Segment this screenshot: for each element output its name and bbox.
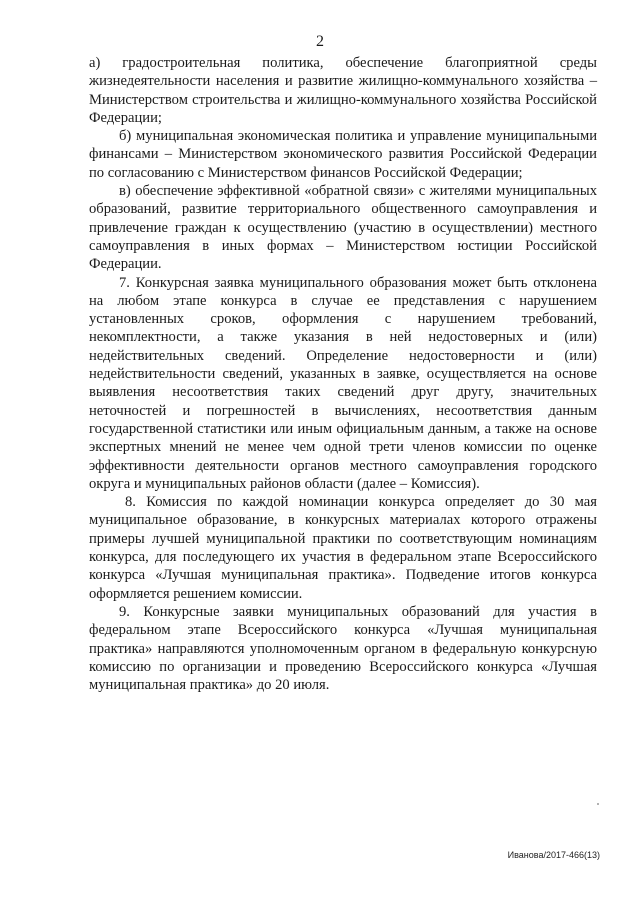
- paragraph-clause-9: 9. Конкурсные заявки муниципальных образований для участия в федеральном этапе Всероссийского конкурса «Лучшая муниципальная практика» направляются уполномоченным органом в федеральную конкурсную комиссию по организации и проведению Всероссийского конкурса «Лучшая муниципальная практика» до 20 июля.: [89, 603, 597, 694]
- paragraph-clause-8: 8. Комиссия по каждой номинации конкурса определяет до 30 мая муниципальное образование, в конкурсных материалах которого отражены примеры лучшей муниципальной практики по соответствующим номинациям конкурса, для последующего их участия в федеральном этапе Всероссийского конкурса «Лучшая муниципальная практика». Подведение итогов конкурса оформляется решением комиссии.: [89, 494, 597, 602]
- scan-speck: [597, 803, 599, 805]
- document-body: [89, 54, 597, 694]
- paragraph-item-a: а) градостроительная политика, обеспечение благоприятной среды жизнедеятельности населения и развитие жилищно-коммунального хозяйства – Министерством строительства и жилищно-коммунального хозяйства Российской Федерации;: [89, 55, 597, 126]
- paragraph-clause-7: 7. Конкурсная заявка муниципального образования может быть отклонена на любом этапе конкурса в случае ее представления с нарушением установленных сроков, оформления с нарушением требований, некомплектности, а также указания в ней недостоверных и (или) недействительных сведений. Определение недостоверности и (или) недействительности сведений, указанных в заявке, осуществляется на основе выявления несоответствия таких сведений друг другу, значительных неточностей и погрешностей в вычислениях, несоответствия данным государственной статистики или иным официальным данным, а также на основе экспертных мнений не менее чем одной трети членов комиссии по оценке эффективности деятельности органов местного самоуправления городского округа и муниципальных районов области (далее – Комиссия).: [89, 274, 597, 492]
- paragraph-item-v: в) обеспечение эффективной «обратной связи» с жителями муниципальных образований, развитие территориального общественного самоуправления и привлечение граждан к осуществлению (участию в осуществлении) местного самоуправления в иных формах – Министерством юстиции Российской Федерации.: [89, 183, 597, 273]
- document-code: Иванова/2017-466(13): [507, 850, 600, 860]
- paragraph-item-b: б) муниципальная экономическая политика и управление муниципальными финансами – Министерством экономического развития Российской Федерации по согласованию с Министерством финансов Российской Федерации;: [89, 128, 597, 181]
- page-number: 2: [316, 33, 324, 50]
